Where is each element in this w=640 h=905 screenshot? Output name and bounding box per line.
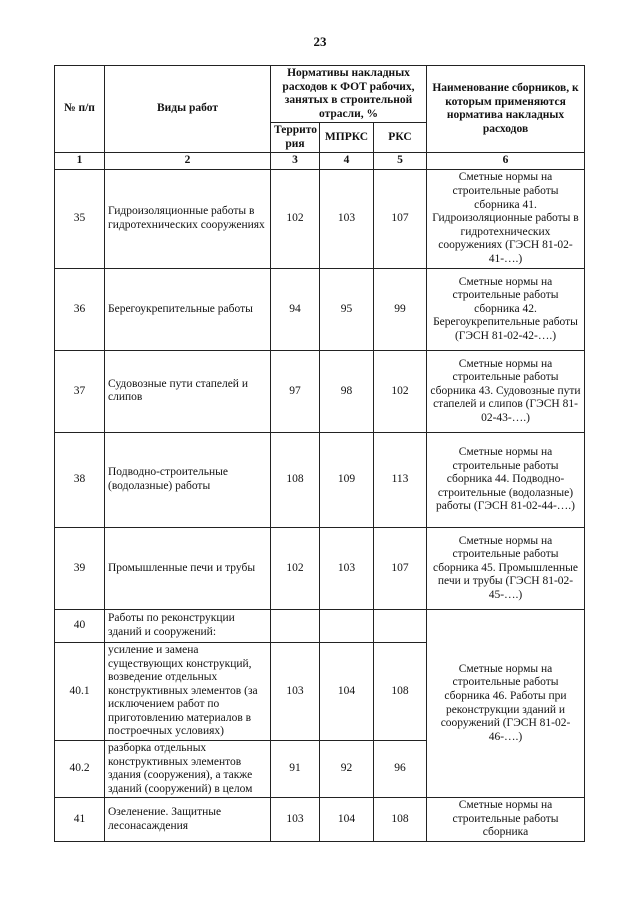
work-type: Подводно-строительные (водолазные) работы <box>105 432 271 527</box>
index-cell: 6 <box>427 153 585 170</box>
norm-territory: 91 <box>271 740 320 797</box>
column-index-row <box>55 153 585 170</box>
index-cell: 2 <box>105 153 271 170</box>
norm-rks <box>374 609 427 642</box>
norm-territory <box>271 609 320 642</box>
collection-name: Сметные нормы на строительные работы сборника 41. Гидроизоляционные работы в гидротехнических сооружениях (ГЭСН 81-02-41-….) <box>427 169 585 268</box>
norm-mprks: 103 <box>320 169 374 268</box>
norm-mprks: 103 <box>320 527 374 609</box>
collection-name: Сметные нормы на строительные работы сборника 45. Промышленные печи и трубы (ГЭСН 81-02-45-….) <box>427 527 585 609</box>
norm-rks: 108 <box>374 798 427 842</box>
work-type: разборка отдельных конструктивных элементов здания (сооружения), а также зданий (сооружений) в целом <box>105 740 271 797</box>
norm-territory: 103 <box>271 798 320 842</box>
table-row <box>55 609 585 642</box>
row-number: 35 <box>55 169 105 268</box>
index-cell: 3 <box>271 153 320 170</box>
norm-mprks: 104 <box>320 798 374 842</box>
collection-name: Сметные нормы на строительные работы сборника 43. Судовозные пути стапелей и слипов (ГЭСН 81-02-43-….) <box>427 350 585 432</box>
norm-mprks: 109 <box>320 432 374 527</box>
work-type: Гидроизоляционные работы в гидротехнических сооружениях <box>105 169 271 268</box>
header-collections: Наименование сборников, к которым применяются норматива накладных расходов <box>427 66 585 153</box>
header-works: Виды работ <box>105 66 271 153</box>
collection-name-merged: Сметные нормы на строительные работы сборника 46. Работы при реконструкции зданий и сооружений (ГЭСН 81-02-46-….) <box>427 609 585 797</box>
work-type: усиление и замена существующих конструкций, возведение отдельных конструктивных элементов (за исключением работ по приготовлению материалов в построечных условиях) <box>105 642 271 740</box>
work-type: Промышленные печи и трубы <box>105 527 271 609</box>
work-type: Берегоукрепительные работы <box>105 268 271 350</box>
header-num: № п/п <box>55 66 105 153</box>
norm-rks: 107 <box>374 527 427 609</box>
row-number: 37 <box>55 350 105 432</box>
norm-mprks: 95 <box>320 268 374 350</box>
norm-mprks: 98 <box>320 350 374 432</box>
index-cell: 4 <box>320 153 374 170</box>
row-number: 41 <box>55 798 105 842</box>
norm-mprks: 104 <box>320 642 374 740</box>
row-number: 40 <box>55 609 105 642</box>
table-row <box>55 169 585 268</box>
overhead-norms-table <box>54 65 585 842</box>
table-row <box>55 432 585 527</box>
collection-name: Сметные нормы на строительные работы сборника 42. Берегоукрепительные работы (ГЭСН 81-02-42-….) <box>427 268 585 350</box>
table-header-row <box>55 66 585 123</box>
table-row <box>55 350 585 432</box>
index-cell: 1 <box>55 153 105 170</box>
norm-rks: 96 <box>374 740 427 797</box>
work-type: Судовозные пути стапелей и слипов <box>105 350 271 432</box>
page-number: 23 <box>313 34 327 49</box>
collection-name: Сметные нормы на строительные работы сборника <box>427 798 585 842</box>
norm-mprks: 92 <box>320 740 374 797</box>
row-number: 38 <box>55 432 105 527</box>
norm-territory: 97 <box>271 350 320 432</box>
table-row <box>55 527 585 609</box>
row-number: 39 <box>55 527 105 609</box>
table-row <box>55 268 585 350</box>
norm-territory: 102 <box>271 169 320 268</box>
index-cell: 5 <box>374 153 427 170</box>
header-rks: РКС <box>374 123 427 153</box>
norm-rks: 108 <box>374 642 427 740</box>
row-number: 40.1 <box>55 642 105 740</box>
norm-territory: 108 <box>271 432 320 527</box>
work-type: Работы по реконструкции зданий и сооружений: <box>105 609 271 642</box>
norm-rks: 102 <box>374 350 427 432</box>
norm-territory: 103 <box>271 642 320 740</box>
norm-rks: 107 <box>374 169 427 268</box>
norm-rks: 99 <box>374 268 427 350</box>
header-mprks: МПРКС <box>320 123 374 153</box>
table-row <box>55 798 585 842</box>
norm-territory: 94 <box>271 268 320 350</box>
norm-rks: 113 <box>374 432 427 527</box>
norm-territory: 102 <box>271 527 320 609</box>
norm-mprks <box>320 609 374 642</box>
row-number: 40.2 <box>55 740 105 797</box>
work-type: Озеленение. Защитные лесонасаждения <box>105 798 271 842</box>
header-territory: Террито рия <box>271 123 320 153</box>
collection-name: Сметные нормы на строительные работы сборника 44. Подводно-строительные (водолазные) работы (ГЭСН 81-02-44-….) <box>427 432 585 527</box>
header-norms: Нормативы накладных расходов к ФОТ рабочих, занятых в строительной отрасли, % <box>271 66 427 123</box>
row-number: 36 <box>55 268 105 350</box>
